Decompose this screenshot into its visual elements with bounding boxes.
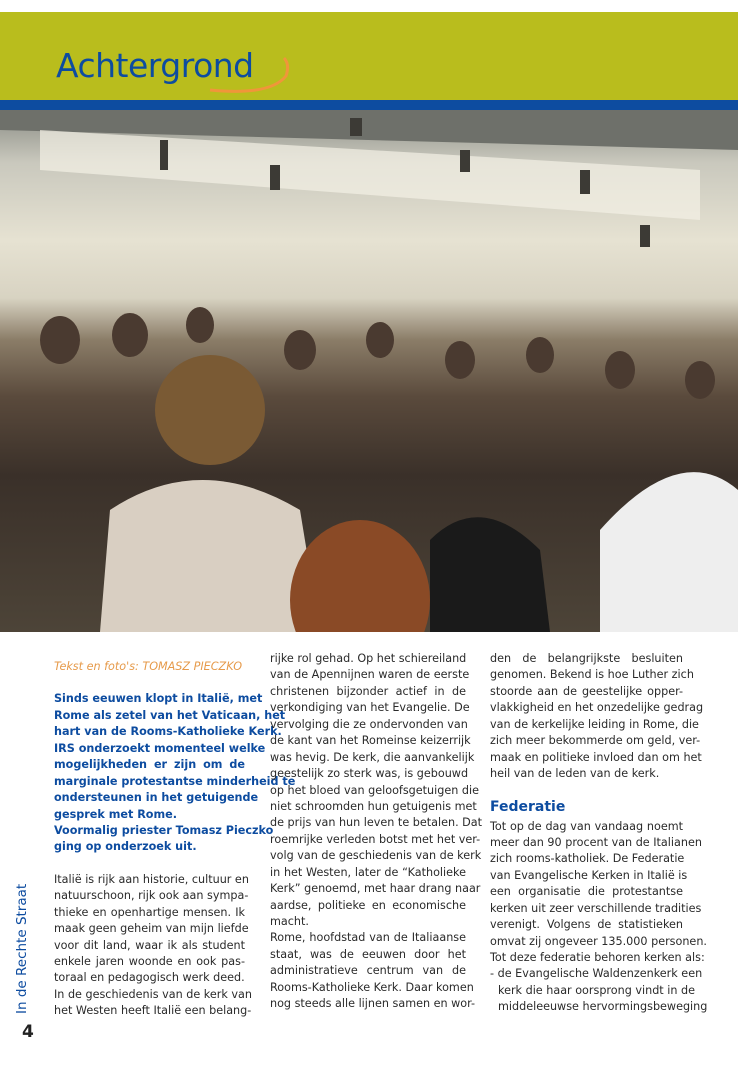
text-line: van de Apennijnen waren de eerste (270, 668, 470, 682)
text-line: ondersteunen in het getuigende (54, 791, 259, 805)
intro-paragraph (54, 741, 296, 823)
section-title: Achtergrond (56, 46, 254, 85)
text-line: heil van de leden van de kerk. (490, 767, 660, 781)
text-column-3 (490, 651, 708, 1016)
text-line: In de geschiedenis van de kerk van (54, 987, 252, 1001)
header-stripe (0, 100, 738, 110)
paragraph (54, 872, 249, 987)
text-line: IRS onderzoekt momenteel welke (54, 741, 266, 755)
list-item (490, 966, 708, 1015)
intro-paragraph (54, 691, 286, 740)
text-line: voor dit land, waar ik als student (54, 938, 245, 952)
text-line: Tekst en foto's: TOMASZ PIECZKO (54, 660, 243, 673)
text-line: enkele jaren woonde en ook pas- (54, 955, 245, 968)
text-line: vlakkigheid en het onzedelijke gedrag (490, 701, 704, 715)
text-line: toraal en pedagogisch werk deed. (54, 971, 245, 985)
text-line: op het bloed van geloofsgetuigen die (270, 783, 479, 797)
text-line: - de Evangelische Waldenzenkerk een (490, 967, 703, 981)
text-line: kerken uit zeer verschillende tradities (490, 901, 702, 915)
text-line: niet schroomden hun getuigenis met (270, 799, 477, 813)
text-line: Tot op de dag van vandaag noemt (490, 819, 683, 833)
text-line: ging op onderzoek uit. (54, 840, 197, 854)
text-line: christenen bijzonder actief in de (270, 684, 466, 698)
text-line: genomen. Bekend is hoe Luther zich (490, 668, 694, 682)
text-line: mogelijkheden er zijn om de (54, 758, 245, 772)
text-line: de prijs van hun leven te betalen. Dat (270, 816, 483, 830)
text-line: het Westen heeft Italië een belang- (54, 1004, 252, 1018)
text-line: middeleeuwse hervormingsbeweging (498, 1000, 708, 1014)
author-credit (54, 659, 245, 675)
text-line: Kerk” genoemd, met haar drang naar (270, 882, 481, 896)
magazine-name: In de Rechte Straat (14, 883, 30, 1014)
text-line: Tot deze federatie behoren kerken als: (490, 951, 705, 964)
text-line: Federatie (490, 798, 566, 815)
text-line: aardse, politieke en economische (270, 898, 466, 912)
text-line: stoorde aan de geestelijke opper- (490, 684, 683, 698)
paragraph (270, 930, 476, 1012)
text-line: meer dan 90 procent van de Italianen (490, 835, 702, 849)
text-line: zich meer bekommerde om geld, ver- (490, 734, 701, 748)
text-line: Rooms-Katholieke Kerk. Daar komen (270, 980, 474, 994)
text-line: Rome, hoofdstad van de Italiaanse (270, 931, 466, 945)
text-line: de kant van het Romeinse keizerrijk (270, 734, 471, 748)
text-line: Voormalig priester Tomasz Pieczko (54, 823, 274, 837)
text-line: macht. (270, 915, 309, 928)
text-line: geestelijk zo sterk was, is gebouwd (270, 767, 469, 781)
spacer (54, 856, 245, 872)
text-line: Rome als zetel van het Vaticaan, het (54, 708, 286, 722)
paragraph (490, 651, 704, 783)
text-line: staat, was de eeuwen door het (270, 947, 466, 961)
text-line: administratieve centrum van de (270, 964, 466, 978)
text-line: volg van de geschiedenis van de kerk (270, 849, 482, 863)
photo-meeting-audience (0, 110, 738, 632)
text-line: kerk die haar oorsprong vindt in de (498, 983, 695, 997)
text-line: gesprek met Rome. (54, 807, 177, 821)
text-line: van de kerkelijke leiding in Rome, die (490, 717, 699, 731)
text-line: verenigt. Volgens de statistieken (490, 918, 683, 932)
text-line: hart van de Rooms-Katholieke Kerk. (54, 725, 282, 739)
text-line: den de belangrijkste besluiten (490, 652, 683, 665)
text-line: verkondiging van het Evangelie. De (270, 701, 470, 715)
text-line: Sinds eeuwen klopt in Italië, met (54, 692, 263, 706)
text-line: marginale protestantse minderheid te (54, 774, 296, 788)
text-column-2 (270, 651, 483, 1013)
text-line: in het Westen, later de “Katholieke (270, 865, 466, 879)
text-line: rijke rol gehad. Op het schiereiland (270, 652, 467, 665)
text-line: maak geen geheim van mijn liefde (54, 922, 249, 936)
text-line: maak en politieke invloed dan om het (490, 750, 702, 764)
paragraph (490, 819, 707, 967)
text-line: natuurschoon, rijk ook aan sympa- (54, 889, 249, 903)
text-line: een organisatie die protestantse (490, 885, 683, 899)
page-number: 4 (22, 1022, 34, 1042)
intro-paragraph (54, 823, 274, 856)
text-line: thieke en openhartige mensen. Ik (54, 905, 245, 919)
text-line: Italië is rijk aan historie, cultuur en (54, 872, 249, 886)
text-line: nog steeds alle lijnen samen en wor- (270, 997, 476, 1011)
text-line: roemrijke verleden botst met het ver- (270, 832, 481, 846)
subheading (490, 799, 683, 819)
spacer (490, 783, 683, 799)
paragraph (54, 987, 252, 1020)
text-line: was hevig. De kerk, die aanvankelijk (270, 750, 475, 764)
paragraph (270, 651, 483, 930)
spacer (54, 675, 245, 691)
title-swoosh-decoration (150, 52, 292, 94)
text-line: van Evangelische Kerken in Italië is (490, 868, 688, 882)
text-line: vervolging die ze ondervonden van (270, 717, 468, 731)
text-line: zich rooms-katholiek. De Federatie (490, 852, 685, 866)
text-line: omvat zij ongeveer 135.000 personen. (490, 934, 707, 948)
